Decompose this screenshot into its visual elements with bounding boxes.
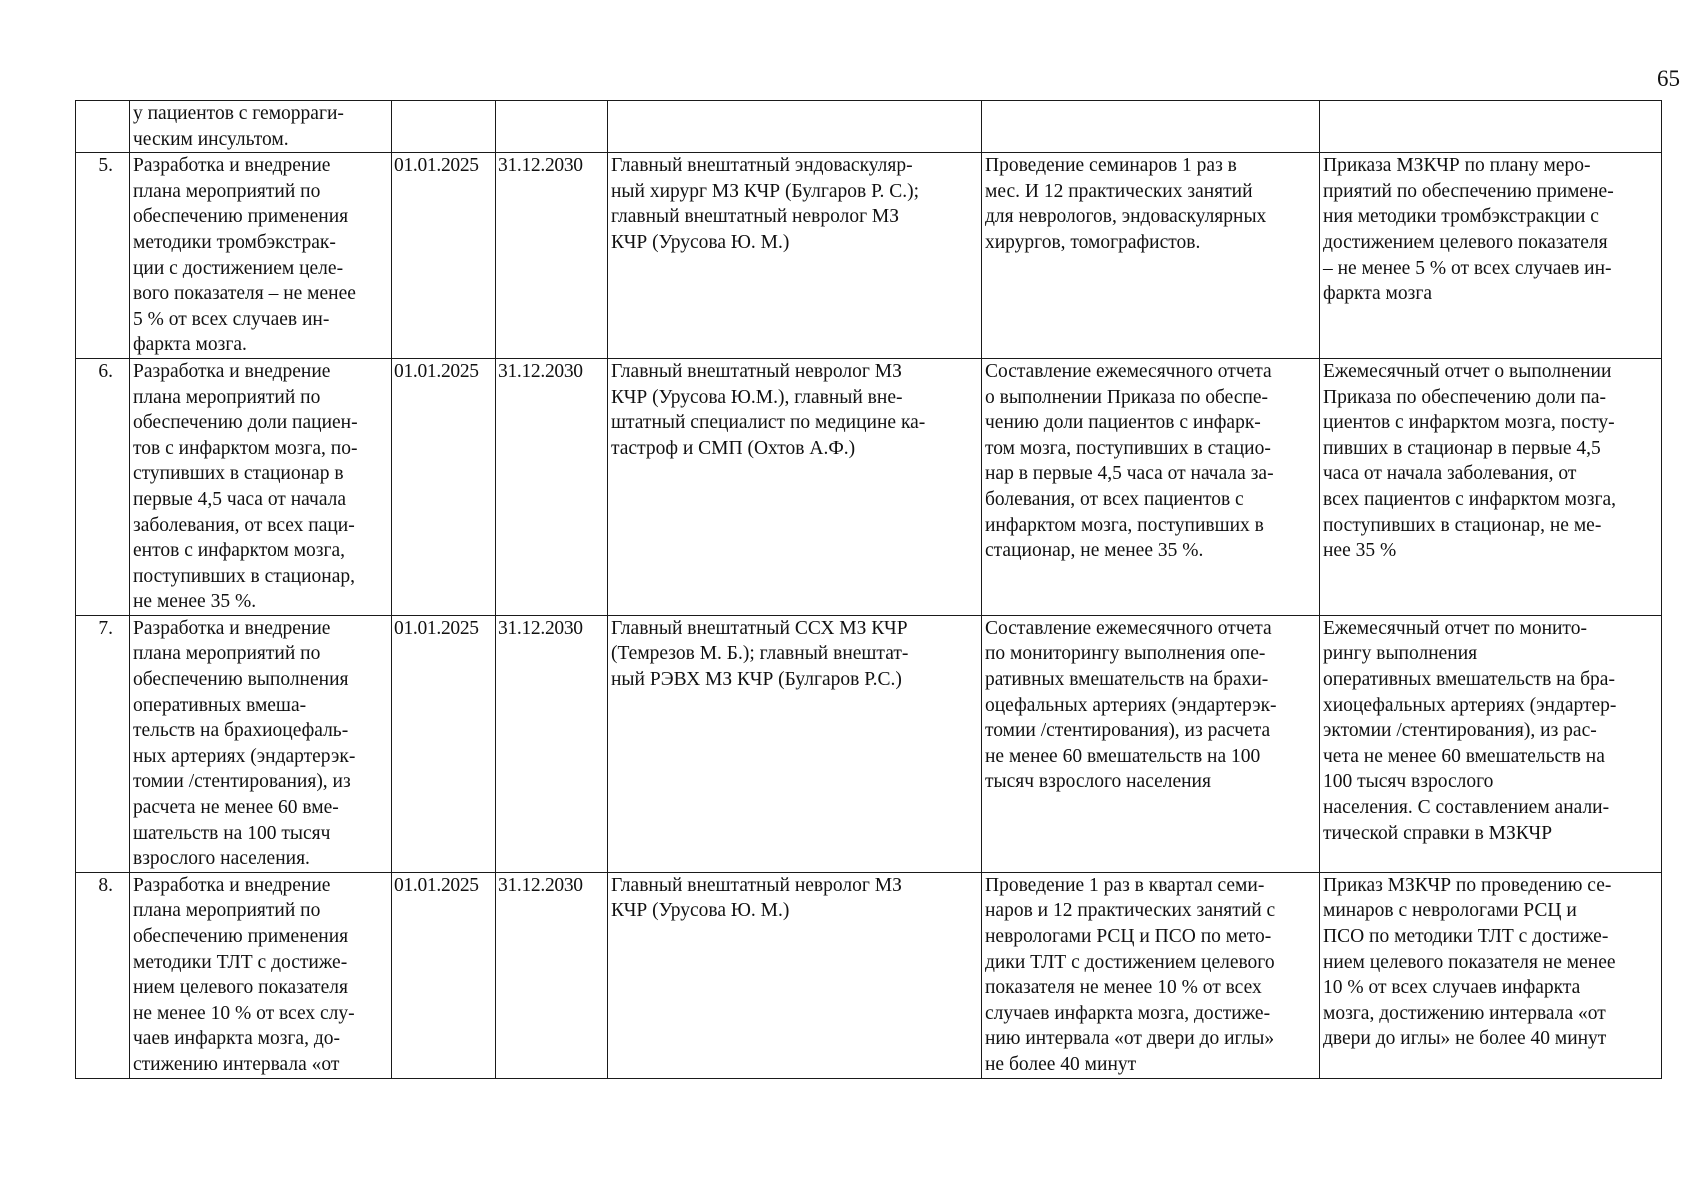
text-line: оцефальных артериях (эндартерэк-	[985, 694, 1277, 716]
text-line: эктомии /стентирования), из рас-	[1323, 720, 1597, 742]
end-date: 31.12.2030	[496, 358, 608, 615]
activity-cell	[982, 101, 1320, 153]
text-line: методики ТЛТ с достиже-	[133, 951, 348, 973]
text-line: плана мероприятий по	[133, 900, 321, 922]
text-line: обеспечению применения	[133, 206, 349, 228]
responsible-cell	[608, 872, 982, 1078]
text-line: не менее 10 % от всех слу-	[133, 1002, 355, 1024]
text-line: ческим инсультом.	[133, 128, 289, 150]
end-date: 31.12.2030	[496, 615, 608, 872]
text-line: Главный внештатный ССХ МЗ КЧР	[611, 617, 908, 639]
text-line: показателя не менее 10 % от всех	[985, 977, 1262, 999]
text-line: Главный внештатный эндоваскуляр-	[611, 155, 913, 177]
action-plan-table	[75, 100, 1662, 1079]
responsible-cell	[608, 615, 982, 872]
result-cell	[1320, 358, 1662, 615]
text-line: мес. И 12 практических занятий	[985, 180, 1253, 202]
text-line: взрослого населения.	[133, 848, 310, 870]
text-line: обеспечению применения	[133, 926, 349, 947]
text-line: Ежемесячный отчет о выполнении	[1323, 360, 1612, 382]
text-line: населения. С составлением анали-	[1323, 797, 1610, 819]
result-cell	[1320, 872, 1662, 1078]
activity-cell	[982, 153, 1320, 359]
text-line: пивших в стационар в первые 4,5	[1323, 437, 1601, 459]
text-line: оперативных вмеша-	[133, 694, 307, 716]
text-line: первые 4,5 часа от начала	[133, 488, 347, 510]
text-line: приятий по обеспечению примене-	[1323, 180, 1614, 202]
text-line: двери до иглы» не более 40 минут	[1323, 1028, 1607, 1050]
text-line: плана мероприятий по	[133, 386, 321, 408]
task-cell	[130, 872, 392, 1078]
responsible-cell	[608, 153, 982, 359]
table-row	[76, 615, 1662, 872]
text-line: рингу выполнения	[1323, 643, 1478, 665]
text-line: Разработка и внедрение	[133, 617, 331, 639]
text-line: тельств на брахиоцефаль-	[133, 720, 349, 742]
text-line: наров и 12 практических занятий с	[985, 900, 1276, 922]
text-line: Составление ежемесячного отчета	[985, 617, 1272, 639]
text-line: ный хирург МЗ КЧР (Булгаров Р. С.);	[611, 180, 920, 202]
row-number: 7.	[76, 615, 130, 872]
text-line: Проведение семинаров 1 раз в	[985, 155, 1237, 177]
text-line: методики тромбэкстрак-	[133, 231, 336, 253]
text-line: хиоцефальных артериях (эндартер-	[1323, 694, 1617, 716]
row-number: 8.	[76, 872, 130, 1078]
text-line: том мозга, поступивших в стацио-	[985, 437, 1271, 459]
text-line: не менее 60 вмешательств на 100	[985, 745, 1261, 767]
text-line: о выполнении Приказа по обеспе-	[985, 386, 1269, 408]
text-line: инфарктом мозга, поступивших в	[985, 514, 1264, 536]
text-line: нар в первые 4,5 часа от начала за-	[985, 463, 1274, 485]
text-line: тов с инфарктом мозга, по-	[133, 437, 358, 459]
text-line: фаркта мозга	[1323, 283, 1432, 305]
table-row	[76, 872, 1662, 1078]
text-line: нием целевого показателя не менее	[1323, 951, 1616, 973]
text-line: обеспечению выполнения	[133, 669, 349, 691]
text-line: у пациентов с геморраги-	[133, 103, 344, 124]
text-line: нием целевого показателя	[133, 977, 348, 999]
text-line: всех пациентов с инфарктом мозга,	[1323, 488, 1616, 510]
end-date: 31.12.2030	[496, 872, 608, 1078]
text-line: дики ТЛТ с достижением целевого	[985, 951, 1275, 973]
table-row-continued	[76, 101, 1662, 153]
text-line: чаев инфаркта мозга, до-	[133, 1028, 340, 1050]
text-line: 100 тысяч взрослого	[1323, 771, 1494, 793]
result-cell	[1320, 615, 1662, 872]
text-line: ступивших в стационар в	[133, 463, 344, 485]
text-line: чета не менее 60 вмешательств на	[1323, 745, 1605, 767]
text-line: плана мероприятий по	[133, 643, 321, 665]
text-line: для неврологов, эндоваскулярных	[985, 206, 1267, 228]
text-line: тастроф и СМП (Охтов А.Ф.)	[611, 437, 856, 459]
text-line: мозга, достижению интервала «от	[1323, 1002, 1606, 1024]
text-line: Разработка и внедрение	[133, 874, 331, 896]
text-line: нее 35 %	[1323, 540, 1397, 562]
text-line: хирургов, томографистов.	[985, 231, 1201, 253]
text-line: томии /стентирования), из	[133, 771, 351, 793]
text-line: ный РЭВХ МЗ КЧР (Булгаров Р.С.)	[611, 669, 902, 691]
text-line: достижением целевого показателя	[1323, 231, 1608, 253]
text-line: шательств на 100 тысяч	[133, 822, 331, 844]
text-line: главный внештатный невролог МЗ	[611, 206, 900, 228]
text-line: расчета не менее 60 вме-	[133, 797, 339, 819]
text-line: Составление ежемесячного отчета	[985, 360, 1272, 382]
start-date	[392, 101, 496, 153]
text-line: ПСО по методики ТЛТ с достиже-	[1323, 926, 1609, 947]
responsible-cell	[608, 101, 982, 153]
text-line: Главный внештатный невролог МЗ	[611, 874, 902, 896]
text-line: фаркта мозга.	[133, 334, 247, 356]
text-line: штатный специалист по медицине ка-	[611, 412, 926, 434]
text-line: нию интервала «от двери до иглы»	[985, 1028, 1275, 1050]
text-line: Приказ МЗКЧР по проведению се-	[1323, 874, 1612, 896]
text-line: КЧР (Урусова Ю. М.)	[611, 231, 790, 253]
text-line: неврологами РСЦ и ПСО по мето-	[985, 926, 1272, 947]
text-line: болевания, от всех пациентов с	[985, 488, 1244, 510]
text-line: не более 40 минут	[985, 1053, 1137, 1075]
text-line: по мониторингу выполнения опе-	[985, 643, 1266, 665]
text-line: тической справки в МЗКЧР	[1323, 822, 1553, 844]
text-line: ентов с инфарктом мозга,	[133, 540, 346, 562]
row-number: 5.	[76, 153, 130, 359]
text-line: – не менее 5 % от всех случаев ин-	[1323, 257, 1612, 279]
text-line: КЧР (Урусова Ю.М.), главный вне-	[611, 386, 903, 408]
start-date: 01.01.2025	[392, 358, 496, 615]
text-line: томии /стентирования), из расчета	[985, 720, 1271, 742]
text-line: тысяч взрослого населения	[985, 771, 1211, 793]
text-line: поступивших в стационар,	[133, 565, 355, 587]
activity-cell	[982, 615, 1320, 872]
result-cell	[1320, 153, 1662, 359]
responsible-cell	[608, 358, 982, 615]
activity-cell	[982, 358, 1320, 615]
text-line: (Темрезов М. Б.); главный внештат-	[611, 643, 909, 665]
text-line: Проведение 1 раз в квартал семи-	[985, 874, 1265, 896]
text-line: Ежемесячный отчет по монито-	[1323, 617, 1587, 639]
text-line: ных артериях (эндартерэк-	[133, 745, 356, 767]
text-line: случаев инфаркта мозга, достиже-	[985, 1002, 1271, 1024]
text-line: 10 % от всех случаев инфаркта	[1323, 977, 1581, 999]
text-line: не менее 35 %.	[133, 591, 257, 613]
activity-cell	[982, 872, 1320, 1078]
row-number: 6.	[76, 358, 130, 615]
text-line: 5 % от всех случаев ин-	[133, 308, 330, 330]
text-line: Приказа МЗКЧР по плану меро-	[1323, 155, 1591, 177]
end-date	[496, 101, 608, 153]
table-row	[76, 153, 1662, 359]
task-cell	[130, 615, 392, 872]
text-line: циентов с инфарктом мозга, посту-	[1323, 412, 1615, 434]
page-number: 65	[1657, 66, 1680, 91]
text-line: Главный внештатный невролог МЗ	[611, 360, 902, 382]
task-cell	[130, 101, 392, 153]
text-line: Приказа по обеспечению доли па-	[1323, 386, 1607, 408]
text-line: ции с достижением целе-	[133, 257, 344, 279]
text-line: ния методики тромбэкстракции с	[1323, 206, 1599, 228]
start-date: 01.01.2025	[392, 872, 496, 1078]
text-line: Разработка и внедрение	[133, 360, 331, 382]
text-line: вого показателя – не менее	[133, 283, 356, 305]
text-line: Разработка и внедрение	[133, 155, 331, 177]
text-line: плана мероприятий по	[133, 180, 321, 202]
text-line: стижению интервала «от	[133, 1053, 340, 1075]
text-line: часа от начала заболевания, от	[1323, 463, 1577, 485]
table-row	[76, 358, 1662, 615]
text-line: минаров с неврологами РСЦ и	[1323, 900, 1577, 922]
text-line: чению доли пациентов с инфарк-	[985, 412, 1261, 434]
text-line: оперативных вмешательств на бра-	[1323, 669, 1615, 691]
row-number	[76, 101, 130, 153]
text-line: стационар, не менее 35 %.	[985, 540, 1204, 562]
text-line: заболевания, от всех паци-	[133, 514, 355, 536]
text-line: КЧР (Урусова Ю. М.)	[611, 900, 790, 922]
start-date: 01.01.2025	[392, 615, 496, 872]
text-line: обеспечению доли пациен-	[133, 412, 358, 434]
task-cell	[130, 153, 392, 359]
result-cell	[1320, 101, 1662, 153]
text-line: ративных вмешательств на брахи-	[985, 669, 1269, 691]
text-line: поступивших в стационар, не ме-	[1323, 514, 1602, 536]
start-date: 01.01.2025	[392, 153, 496, 359]
end-date: 31.12.2030	[496, 153, 608, 359]
task-cell	[130, 358, 392, 615]
